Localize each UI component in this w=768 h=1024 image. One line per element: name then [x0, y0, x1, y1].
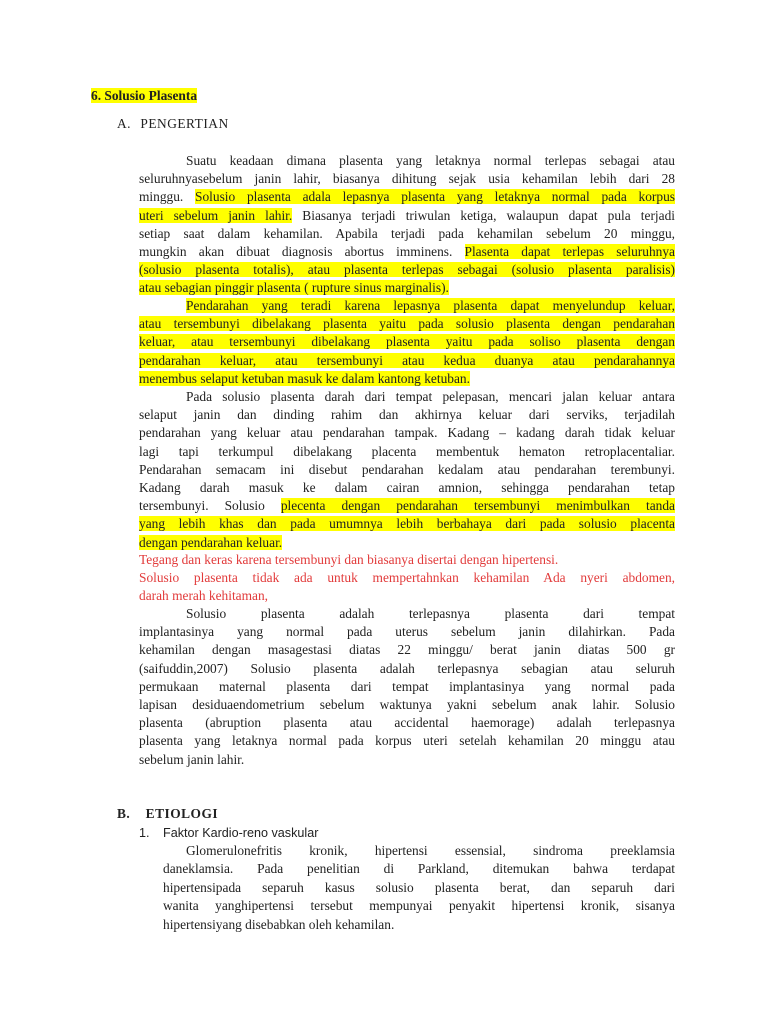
text-line — [139, 261, 675, 279]
text-line — [139, 243, 675, 261]
text-run: Pada solusio plasenta darah dari tempat pelepasan, mencari jalan keluar antara — [186, 389, 675, 404]
section-a-heading — [117, 115, 229, 133]
text-run: Pendarahan semacam ini disebut pendarahan kedalam atau pendarahan terembunyi. — [139, 461, 675, 477]
text-run: mungkin akan dibuat diagnosis abortus imminens. — [139, 244, 465, 259]
section-title: ETIOLOGI — [145, 806, 219, 821]
text-line — [139, 170, 675, 188]
highlighted-text: keluar, atau tersembunyi dibelakang plasenta yaitu pada soliso plasenta dengan — [139, 334, 675, 350]
text-line: darah merah kehitaman, — [139, 588, 269, 604]
text-run: Kadang darah masuk ke dalam cairan amnion, sehingga pendarahan tetap — [139, 480, 675, 495]
list-item-1 — [139, 824, 318, 842]
list-number: 1. — [139, 826, 150, 840]
text-line — [186, 152, 675, 170]
text-line — [139, 461, 675, 479]
document-title — [91, 87, 197, 105]
text-line — [139, 534, 282, 552]
text-line — [139, 443, 675, 461]
highlighted-text: menembus selaput ketuban masuk ke dalam kantong ketuban. — [139, 370, 470, 386]
section-title: PENGERTIAN — [140, 116, 229, 131]
highlighted-text: atau sebagian pinggir plasenta ( rupture sinus marginalis). — [139, 280, 449, 296]
text-line — [186, 388, 675, 406]
text-line — [139, 497, 675, 515]
highlighted-text: Plasenta dapat terlepas seluruhnya — [464, 244, 675, 259]
highlighted-text: uteri sebelum janin lahir. — [139, 207, 293, 223]
text-line: (saifuddin,2007) Solusio plasenta adalah terlepasnya sebagian atau seluruh — [139, 660, 675, 676]
text-line: hipertensiyang disebabkan oleh kehamilan. — [163, 916, 395, 932]
text-run: Suatu keadaan dimana plasenta yang letaknya normal terlepas sebagai atau — [186, 153, 675, 168]
text-line — [139, 406, 675, 424]
text-line — [139, 352, 675, 370]
text-line: lapisan desiduaendometrium sebelum waktunya yakni sebelum anak lahir. Solusio — [139, 697, 675, 712]
text-run: pendarahan yang keluar atau pendarahan tampak. Kadang – kadang darah tidak keluar — [139, 425, 675, 441]
text-line — [139, 188, 675, 206]
text-line — [139, 315, 675, 333]
text-line: permukaan maternal plasenta dari tempat implantasinya yang normal pada — [139, 678, 675, 694]
text-line: daneklamsia. Pada penelitian di Parkland, ditemukan bahwa terdapat — [163, 861, 675, 877]
section-letter: B. — [117, 806, 131, 821]
highlighted-text: pendarahan keluar, atau tersembunyi atau kedua duanya atau pendarahannya — [139, 352, 675, 368]
text-line: implantasinya yang normal pada uterus sebelum janin dilahirkan. Pada — [139, 624, 675, 640]
text-line: Tegang dan keras karena tersembunyi dan biasanya disertai dengan hipertensi. — [139, 552, 559, 567]
title-text: 6. Solusio Plasenta — [91, 88, 198, 103]
highlighted-text: atau tersembunyi dibelakang plasenta yaitu pada solusio plasenta dengan pendarahan — [139, 316, 675, 332]
text-line: sebelum janin lahir. — [139, 751, 245, 767]
text-line: Glomerulonefritis kronik, hipertensi essensial, sindroma preeklamsia — [186, 843, 675, 858]
text-line — [139, 370, 470, 388]
highlighted-text: Solusio plasenta adala lepasnya plasenta yang letaknya normal pada korpus — [195, 189, 675, 205]
text-line — [139, 225, 675, 243]
text-line: plasenta (abruption plasenta atau accidental haemorage) adalah terlepasnya — [139, 715, 675, 731]
highlighted-text: (solusio plasenta totalis), atau plasenta terlepas sebagai (solusio plasenta paralisis) — [139, 262, 675, 278]
text-line: Solusio plasenta tidak ada untuk mempertahnkan kehamilan Ada nyeri abdomen, — [139, 570, 675, 586]
text-line — [139, 479, 675, 497]
text-line: hipertensipada separuh kasus solusio plasenta berat, dan separuh dari — [163, 879, 675, 895]
highlighted-text: plecenta dengan pendarahan tersembunyi menimbulkan tanda — [280, 498, 675, 514]
highlighted-text: yang lebih khas dan pada umumnya lebih berbahaya dari pada solusio placenta — [139, 516, 675, 532]
list-label: Faktor Kardio-reno vaskular — [163, 826, 319, 840]
highlighted-text: Pendarahan yang teradi karena lepasnya plasenta dapat menyelundup keluar, — [186, 298, 675, 313]
text-line — [139, 333, 675, 351]
text-line — [139, 279, 449, 297]
text-line: wanita yanghipertensi tersebut mempunyai penyakit hipertensi kronik, sisanya — [163, 898, 675, 914]
text-line — [139, 424, 675, 442]
text-run: lagi tapi terkumpul dibelakang placenta membentuk hematon retroplacentaliar. — [139, 443, 675, 459]
text-line: kehamilan dengan masagestasi diatas 22 minggu/ berat janin diatas 500 gr — [139, 642, 675, 658]
text-line — [186, 297, 675, 315]
section-letter: A. — [117, 116, 132, 131]
text-run: seluruhnyasebelum janin lahir, biasanya dihitung sejak usia kehamilan lebih dari 28 — [139, 171, 675, 187]
text-line: plasenta yang letaknya normal pada korpus uteri setelah kehamilan 20 minggu atau — [139, 733, 675, 749]
text-line — [139, 207, 675, 225]
text-line — [139, 515, 675, 533]
text-run: minggu. — [139, 189, 196, 205]
text-run: tersembunyi. Solusio — [139, 498, 281, 514]
text-run: setiap saat dalam kehamilan. Apabila terjadi pada kehamilan sebelum 20 minggu, — [139, 225, 675, 241]
section-b-heading — [117, 805, 218, 823]
highlighted-text: dengan pendarahan keluar. — [139, 534, 283, 550]
text-run: Biasanya terjadi triwulan ketiga, walaupun dapat pula terjadi — [292, 207, 675, 223]
text-line: Solusio plasenta adalah terlepasnya plasenta dari tempat — [186, 606, 675, 621]
text-run: selaput janin dan dinding rahim dan akhirnya keluar dari serviks, terjadilah — [139, 407, 675, 423]
